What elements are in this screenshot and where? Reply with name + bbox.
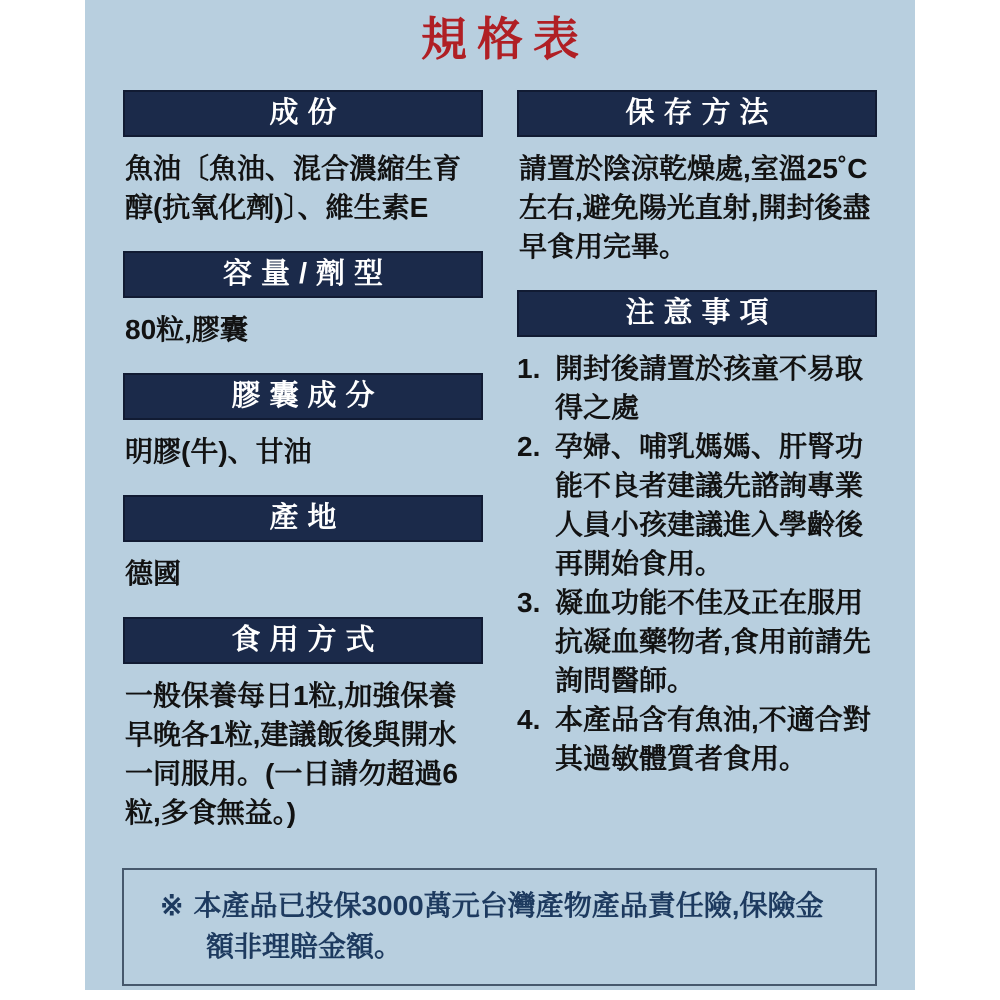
list-item-text: 開封後請置於孩童不易取得之處: [555, 353, 864, 423]
section-header-usage: 食用方式: [123, 617, 483, 664]
section-body-ingredients: 魚油〔魚油、混合濃縮生育醇(抗氧化劑)〕、維生素E: [125, 153, 462, 223]
precautions-list: [517, 349, 877, 778]
list-item-text: 孕婦、哺乳媽媽、肝腎功能不良者建議先諮詢專業人員小孩建議進入學齡後再開始食用。: [555, 431, 864, 579]
section-body-storage: 請置於陰涼乾燥處,室溫25˚C左右,避免陽光直射,開封後盡早食用完畢。: [519, 153, 871, 262]
list-item-text: 凝血功能不佳及正在服用抗凝血藥物者,食用前請先詢問醫師。: [555, 587, 871, 696]
section-body-usage: 一般保養每日1粒,加強保養早晚各1粒,建議飯後與開水一同服用。(一日請勿超過6粒,多食無益。): [125, 680, 458, 828]
spec-sheet-panel: [85, 0, 915, 990]
list-item-number: 4.: [517, 704, 541, 735]
columns-container: [85, 90, 915, 856]
section-body-origin: 德國: [125, 558, 182, 589]
list-item: [517, 349, 877, 427]
section-body-capsule: 明膠(牛)、甘油: [125, 436, 312, 467]
list-item: [517, 427, 877, 583]
list-item: [517, 583, 877, 700]
section-header-capacity: 容量/劑型: [123, 251, 483, 298]
insurance-notice-text: [160, 885, 847, 967]
list-item-number: 2.: [517, 431, 541, 462]
list-item-text: 本產品含有魚油,不適合對其過敏體質者食用。: [555, 704, 871, 774]
insurance-notice-body: 本產品已投保3000萬元台灣產物產品責任險,保險金額非理賠金額。: [193, 890, 824, 962]
section-header-storage: 保存方法: [517, 90, 877, 137]
page-title: 規格表: [421, 13, 589, 65]
left-column: [123, 90, 483, 856]
right-column: [517, 90, 877, 856]
insurance-notice-box: [122, 868, 877, 986]
list-item: [517, 700, 877, 778]
reference-mark: ※: [160, 890, 184, 921]
section-header-ingredients: 成份: [123, 90, 483, 137]
section-header-capsule: 膠囊成分: [123, 373, 483, 420]
list-item-number: 1.: [517, 353, 541, 384]
section-header-precautions: 注意事項: [517, 290, 877, 337]
section-body-capacity: 80粒,膠囊: [125, 314, 248, 345]
list-item-number: 3.: [517, 587, 541, 618]
section-header-origin: 產地: [123, 495, 483, 542]
